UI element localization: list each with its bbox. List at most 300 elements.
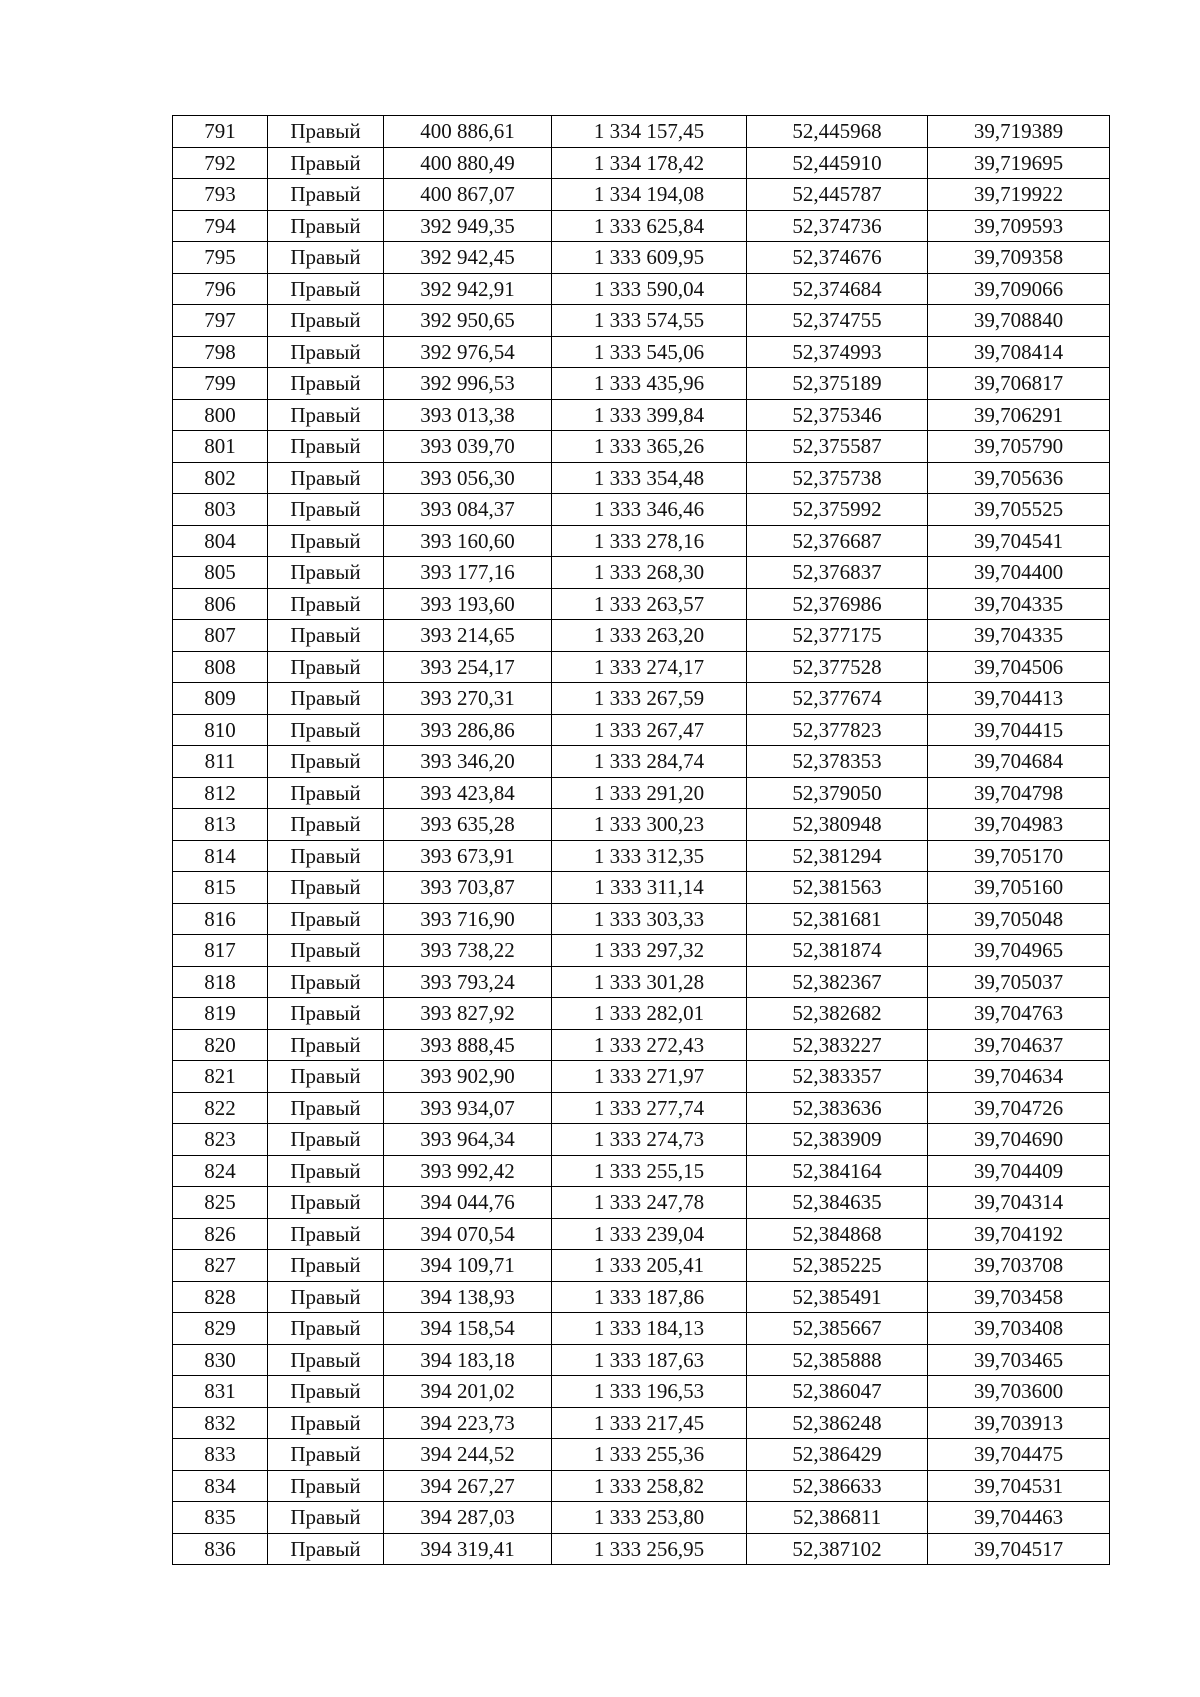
y-coordinate-cell: 1 333 303,33 xyxy=(552,903,747,935)
x-coordinate-cell: 394 267,27 xyxy=(384,1470,552,1502)
point-number-cell: 801 xyxy=(173,431,268,463)
table-row xyxy=(173,1124,1110,1156)
x-coordinate-cell: 394 183,18 xyxy=(384,1344,552,1376)
y-coordinate-cell: 1 333 435,96 xyxy=(552,368,747,400)
longitude-cell: 39,705048 xyxy=(928,903,1110,935)
point-number-cell: 794 xyxy=(173,210,268,242)
longitude-cell: 39,704541 xyxy=(928,525,1110,557)
y-coordinate-cell: 1 333 239,04 xyxy=(552,1218,747,1250)
x-coordinate-cell: 400 880,49 xyxy=(384,147,552,179)
x-coordinate-cell: 393 793,24 xyxy=(384,966,552,998)
table-row xyxy=(173,809,1110,841)
latitude-cell: 52,387102 xyxy=(747,1533,928,1565)
latitude-cell: 52,375738 xyxy=(747,462,928,494)
latitude-cell: 52,375189 xyxy=(747,368,928,400)
latitude-cell: 52,377674 xyxy=(747,683,928,715)
side-cell: Правый xyxy=(268,147,384,179)
side-cell: Правый xyxy=(268,431,384,463)
side-cell: Правый xyxy=(268,777,384,809)
table-row xyxy=(173,525,1110,557)
longitude-cell: 39,703708 xyxy=(928,1250,1110,1282)
latitude-cell: 52,374684 xyxy=(747,273,928,305)
table-row xyxy=(173,588,1110,620)
y-coordinate-cell: 1 333 399,84 xyxy=(552,399,747,431)
latitude-cell: 52,374736 xyxy=(747,210,928,242)
side-cell: Правый xyxy=(268,651,384,683)
side-cell: Правый xyxy=(268,588,384,620)
latitude-cell: 52,375992 xyxy=(747,494,928,526)
latitude-cell: 52,385225 xyxy=(747,1250,928,1282)
x-coordinate-cell: 393 193,60 xyxy=(384,588,552,620)
side-cell: Правый xyxy=(268,557,384,589)
side-cell: Правый xyxy=(268,305,384,337)
latitude-cell: 52,381563 xyxy=(747,872,928,904)
side-cell: Правый xyxy=(268,1470,384,1502)
x-coordinate-cell: 400 886,61 xyxy=(384,116,552,148)
latitude-cell: 52,375587 xyxy=(747,431,928,463)
table-row xyxy=(173,966,1110,998)
table-row xyxy=(173,399,1110,431)
point-number-cell: 812 xyxy=(173,777,268,809)
table-row xyxy=(173,462,1110,494)
y-coordinate-cell: 1 333 255,36 xyxy=(552,1439,747,1471)
y-coordinate-cell: 1 333 258,82 xyxy=(552,1470,747,1502)
point-number-cell: 821 xyxy=(173,1061,268,1093)
latitude-cell: 52,381681 xyxy=(747,903,928,935)
longitude-cell: 39,704192 xyxy=(928,1218,1110,1250)
point-number-cell: 809 xyxy=(173,683,268,715)
longitude-cell: 39,704965 xyxy=(928,935,1110,967)
y-coordinate-cell: 1 333 300,23 xyxy=(552,809,747,841)
x-coordinate-cell: 394 070,54 xyxy=(384,1218,552,1250)
longitude-cell: 39,704684 xyxy=(928,746,1110,778)
table-row xyxy=(173,431,1110,463)
longitude-cell: 39,704798 xyxy=(928,777,1110,809)
latitude-cell: 52,377175 xyxy=(747,620,928,652)
point-number-cell: 810 xyxy=(173,714,268,746)
point-number-cell: 816 xyxy=(173,903,268,935)
side-cell: Правый xyxy=(268,368,384,400)
point-number-cell: 823 xyxy=(173,1124,268,1156)
x-coordinate-cell: 393 039,70 xyxy=(384,431,552,463)
x-coordinate-cell: 393 346,20 xyxy=(384,746,552,778)
y-coordinate-cell: 1 333 272,43 xyxy=(552,1029,747,1061)
side-cell: Правый xyxy=(268,1124,384,1156)
longitude-cell: 39,705525 xyxy=(928,494,1110,526)
y-coordinate-cell: 1 333 187,86 xyxy=(552,1281,747,1313)
x-coordinate-cell: 393 992,42 xyxy=(384,1155,552,1187)
x-coordinate-cell: 393 635,28 xyxy=(384,809,552,841)
x-coordinate-cell: 393 423,84 xyxy=(384,777,552,809)
x-coordinate-cell: 393 177,16 xyxy=(384,557,552,589)
table-row xyxy=(173,147,1110,179)
table-row xyxy=(173,179,1110,211)
coordinates-table xyxy=(172,115,1110,1565)
y-coordinate-cell: 1 333 267,47 xyxy=(552,714,747,746)
latitude-cell: 52,445910 xyxy=(747,147,928,179)
point-number-cell: 805 xyxy=(173,557,268,589)
table-row xyxy=(173,336,1110,368)
point-number-cell: 833 xyxy=(173,1439,268,1471)
y-coordinate-cell: 1 333 205,41 xyxy=(552,1250,747,1282)
table-row xyxy=(173,1439,1110,1471)
longitude-cell: 39,704517 xyxy=(928,1533,1110,1565)
y-coordinate-cell: 1 333 271,97 xyxy=(552,1061,747,1093)
y-coordinate-cell: 1 333 354,48 xyxy=(552,462,747,494)
longitude-cell: 39,704335 xyxy=(928,588,1110,620)
y-coordinate-cell: 1 333 545,06 xyxy=(552,336,747,368)
side-cell: Правый xyxy=(268,525,384,557)
table-row xyxy=(173,651,1110,683)
side-cell: Правый xyxy=(268,903,384,935)
longitude-cell: 39,709066 xyxy=(928,273,1110,305)
point-number-cell: 795 xyxy=(173,242,268,274)
y-coordinate-cell: 1 334 194,08 xyxy=(552,179,747,211)
y-coordinate-cell: 1 333 625,84 xyxy=(552,210,747,242)
latitude-cell: 52,381874 xyxy=(747,935,928,967)
table-row xyxy=(173,903,1110,935)
side-cell: Правый xyxy=(268,935,384,967)
point-number-cell: 831 xyxy=(173,1376,268,1408)
table-row xyxy=(173,210,1110,242)
y-coordinate-cell: 1 334 157,45 xyxy=(552,116,747,148)
y-coordinate-cell: 1 333 255,15 xyxy=(552,1155,747,1187)
table-row xyxy=(173,1250,1110,1282)
latitude-cell: 52,445968 xyxy=(747,116,928,148)
table-row xyxy=(173,1218,1110,1250)
y-coordinate-cell: 1 333 253,80 xyxy=(552,1502,747,1534)
longitude-cell: 39,705037 xyxy=(928,966,1110,998)
longitude-cell: 39,704463 xyxy=(928,1502,1110,1534)
y-coordinate-cell: 1 333 291,20 xyxy=(552,777,747,809)
side-cell: Правый xyxy=(268,1533,384,1565)
x-coordinate-cell: 393 160,60 xyxy=(384,525,552,557)
longitude-cell: 39,704415 xyxy=(928,714,1110,746)
longitude-cell: 39,704634 xyxy=(928,1061,1110,1093)
point-number-cell: 827 xyxy=(173,1250,268,1282)
latitude-cell: 52,377528 xyxy=(747,651,928,683)
point-number-cell: 835 xyxy=(173,1502,268,1534)
table-body xyxy=(173,116,1110,1565)
side-cell: Правый xyxy=(268,1407,384,1439)
y-coordinate-cell: 1 333 574,55 xyxy=(552,305,747,337)
table-row xyxy=(173,840,1110,872)
point-number-cell: 828 xyxy=(173,1281,268,1313)
longitude-cell: 39,703408 xyxy=(928,1313,1110,1345)
point-number-cell: 814 xyxy=(173,840,268,872)
latitude-cell: 52,386811 xyxy=(747,1502,928,1534)
side-cell: Правый xyxy=(268,273,384,305)
side-cell: Правый xyxy=(268,1313,384,1345)
point-number-cell: 792 xyxy=(173,147,268,179)
side-cell: Правый xyxy=(268,620,384,652)
latitude-cell: 52,374993 xyxy=(747,336,928,368)
side-cell: Правый xyxy=(268,1250,384,1282)
side-cell: Правый xyxy=(268,998,384,1030)
latitude-cell: 52,384635 xyxy=(747,1187,928,1219)
x-coordinate-cell: 394 244,52 xyxy=(384,1439,552,1471)
side-cell: Правый xyxy=(268,210,384,242)
point-number-cell: 815 xyxy=(173,872,268,904)
x-coordinate-cell: 393 270,31 xyxy=(384,683,552,715)
table-row xyxy=(173,872,1110,904)
longitude-cell: 39,704400 xyxy=(928,557,1110,589)
latitude-cell: 52,386429 xyxy=(747,1439,928,1471)
table-row xyxy=(173,1313,1110,1345)
side-cell: Правый xyxy=(268,809,384,841)
table-row xyxy=(173,116,1110,148)
point-number-cell: 808 xyxy=(173,651,268,683)
longitude-cell: 39,704475 xyxy=(928,1439,1110,1471)
table-row xyxy=(173,1029,1110,1061)
longitude-cell: 39,704763 xyxy=(928,998,1110,1030)
latitude-cell: 52,383909 xyxy=(747,1124,928,1156)
latitude-cell: 52,380948 xyxy=(747,809,928,841)
longitude-cell: 39,704531 xyxy=(928,1470,1110,1502)
side-cell: Правый xyxy=(268,494,384,526)
x-coordinate-cell: 394 138,93 xyxy=(384,1281,552,1313)
side-cell: Правый xyxy=(268,1439,384,1471)
x-coordinate-cell: 394 109,71 xyxy=(384,1250,552,1282)
y-coordinate-cell: 1 333 274,73 xyxy=(552,1124,747,1156)
point-number-cell: 797 xyxy=(173,305,268,337)
side-cell: Правый xyxy=(268,1155,384,1187)
x-coordinate-cell: 392 942,91 xyxy=(384,273,552,305)
latitude-cell: 52,376687 xyxy=(747,525,928,557)
point-number-cell: 830 xyxy=(173,1344,268,1376)
latitude-cell: 52,386633 xyxy=(747,1470,928,1502)
y-coordinate-cell: 1 333 268,30 xyxy=(552,557,747,589)
y-coordinate-cell: 1 333 184,13 xyxy=(552,1313,747,1345)
y-coordinate-cell: 1 333 278,16 xyxy=(552,525,747,557)
side-cell: Правый xyxy=(268,1376,384,1408)
latitude-cell: 52,377823 xyxy=(747,714,928,746)
y-coordinate-cell: 1 334 178,42 xyxy=(552,147,747,179)
x-coordinate-cell: 393 964,34 xyxy=(384,1124,552,1156)
table-row xyxy=(173,746,1110,778)
point-number-cell: 807 xyxy=(173,620,268,652)
side-cell: Правый xyxy=(268,1344,384,1376)
side-cell: Правый xyxy=(268,1281,384,1313)
x-coordinate-cell: 394 287,03 xyxy=(384,1502,552,1534)
longitude-cell: 39,709593 xyxy=(928,210,1110,242)
table-row xyxy=(173,1281,1110,1313)
longitude-cell: 39,703600 xyxy=(928,1376,1110,1408)
y-coordinate-cell: 1 333 263,57 xyxy=(552,588,747,620)
point-number-cell: 798 xyxy=(173,336,268,368)
side-cell: Правый xyxy=(268,399,384,431)
table-row xyxy=(173,620,1110,652)
y-coordinate-cell: 1 333 267,59 xyxy=(552,683,747,715)
point-number-cell: 825 xyxy=(173,1187,268,1219)
x-coordinate-cell: 393 214,65 xyxy=(384,620,552,652)
y-coordinate-cell: 1 333 301,28 xyxy=(552,966,747,998)
point-number-cell: 817 xyxy=(173,935,268,967)
table-row xyxy=(173,777,1110,809)
side-cell: Правый xyxy=(268,336,384,368)
table-row xyxy=(173,935,1110,967)
latitude-cell: 52,374755 xyxy=(747,305,928,337)
x-coordinate-cell: 393 673,91 xyxy=(384,840,552,872)
longitude-cell: 39,705636 xyxy=(928,462,1110,494)
x-coordinate-cell: 393 716,90 xyxy=(384,903,552,935)
longitude-cell: 39,706291 xyxy=(928,399,1110,431)
longitude-cell: 39,704690 xyxy=(928,1124,1110,1156)
longitude-cell: 39,719389 xyxy=(928,116,1110,148)
longitude-cell: 39,703913 xyxy=(928,1407,1110,1439)
latitude-cell: 52,386047 xyxy=(747,1376,928,1408)
x-coordinate-cell: 393 703,87 xyxy=(384,872,552,904)
latitude-cell: 52,385667 xyxy=(747,1313,928,1345)
x-coordinate-cell: 400 867,07 xyxy=(384,179,552,211)
y-coordinate-cell: 1 333 346,46 xyxy=(552,494,747,526)
table-row xyxy=(173,714,1110,746)
latitude-cell: 52,376837 xyxy=(747,557,928,589)
latitude-cell: 52,375346 xyxy=(747,399,928,431)
side-cell: Правый xyxy=(268,872,384,904)
y-coordinate-cell: 1 333 196,53 xyxy=(552,1376,747,1408)
point-number-cell: 818 xyxy=(173,966,268,998)
x-coordinate-cell: 393 888,45 xyxy=(384,1029,552,1061)
point-number-cell: 800 xyxy=(173,399,268,431)
y-coordinate-cell: 1 333 282,01 xyxy=(552,998,747,1030)
point-number-cell: 832 xyxy=(173,1407,268,1439)
side-cell: Правый xyxy=(268,714,384,746)
table-row xyxy=(173,305,1110,337)
table-row xyxy=(173,557,1110,589)
y-coordinate-cell: 1 333 217,45 xyxy=(552,1407,747,1439)
point-number-cell: 834 xyxy=(173,1470,268,1502)
longitude-cell: 39,703465 xyxy=(928,1344,1110,1376)
x-coordinate-cell: 393 934,07 xyxy=(384,1092,552,1124)
latitude-cell: 52,384164 xyxy=(747,1155,928,1187)
latitude-cell: 52,384868 xyxy=(747,1218,928,1250)
y-coordinate-cell: 1 333 277,74 xyxy=(552,1092,747,1124)
side-cell: Правый xyxy=(268,1061,384,1093)
y-coordinate-cell: 1 333 590,04 xyxy=(552,273,747,305)
latitude-cell: 52,385888 xyxy=(747,1344,928,1376)
side-cell: Правый xyxy=(268,1218,384,1250)
table-row xyxy=(173,1092,1110,1124)
y-coordinate-cell: 1 333 312,35 xyxy=(552,840,747,872)
side-cell: Правый xyxy=(268,1029,384,1061)
point-number-cell: 819 xyxy=(173,998,268,1030)
table-row xyxy=(173,1502,1110,1534)
x-coordinate-cell: 394 201,02 xyxy=(384,1376,552,1408)
y-coordinate-cell: 1 333 311,14 xyxy=(552,872,747,904)
table-row xyxy=(173,998,1110,1030)
longitude-cell: 39,706817 xyxy=(928,368,1110,400)
y-coordinate-cell: 1 333 256,95 xyxy=(552,1533,747,1565)
y-coordinate-cell: 1 333 263,20 xyxy=(552,620,747,652)
longitude-cell: 39,704413 xyxy=(928,683,1110,715)
point-number-cell: 793 xyxy=(173,179,268,211)
x-coordinate-cell: 394 044,76 xyxy=(384,1187,552,1219)
side-cell: Правый xyxy=(268,683,384,715)
longitude-cell: 39,704983 xyxy=(928,809,1110,841)
y-coordinate-cell: 1 333 274,17 xyxy=(552,651,747,683)
longitude-cell: 39,708840 xyxy=(928,305,1110,337)
y-coordinate-cell: 1 333 365,26 xyxy=(552,431,747,463)
latitude-cell: 52,385491 xyxy=(747,1281,928,1313)
x-coordinate-cell: 394 223,73 xyxy=(384,1407,552,1439)
y-coordinate-cell: 1 333 609,95 xyxy=(552,242,747,274)
latitude-cell: 52,386248 xyxy=(747,1407,928,1439)
y-coordinate-cell: 1 333 284,74 xyxy=(552,746,747,778)
table-row xyxy=(173,242,1110,274)
x-coordinate-cell: 393 084,37 xyxy=(384,494,552,526)
side-cell: Правый xyxy=(268,840,384,872)
point-number-cell: 799 xyxy=(173,368,268,400)
point-number-cell: 820 xyxy=(173,1029,268,1061)
longitude-cell: 39,704726 xyxy=(928,1092,1110,1124)
longitude-cell: 39,703458 xyxy=(928,1281,1110,1313)
longitude-cell: 39,708414 xyxy=(928,336,1110,368)
point-number-cell: 824 xyxy=(173,1155,268,1187)
longitude-cell: 39,704314 xyxy=(928,1187,1110,1219)
table-row xyxy=(173,1533,1110,1565)
longitude-cell: 39,704409 xyxy=(928,1155,1110,1187)
point-number-cell: 796 xyxy=(173,273,268,305)
side-cell: Правый xyxy=(268,1502,384,1534)
table-row xyxy=(173,1155,1110,1187)
point-number-cell: 791 xyxy=(173,116,268,148)
longitude-cell: 39,719922 xyxy=(928,179,1110,211)
latitude-cell: 52,383636 xyxy=(747,1092,928,1124)
point-number-cell: 803 xyxy=(173,494,268,526)
x-coordinate-cell: 393 902,90 xyxy=(384,1061,552,1093)
side-cell: Правый xyxy=(268,1187,384,1219)
x-coordinate-cell: 393 738,22 xyxy=(384,935,552,967)
x-coordinate-cell: 394 158,54 xyxy=(384,1313,552,1345)
x-coordinate-cell: 393 827,92 xyxy=(384,998,552,1030)
x-coordinate-cell: 392 950,65 xyxy=(384,305,552,337)
x-coordinate-cell: 392 976,54 xyxy=(384,336,552,368)
latitude-cell: 52,445787 xyxy=(747,179,928,211)
longitude-cell: 39,704637 xyxy=(928,1029,1110,1061)
longitude-cell: 39,709358 xyxy=(928,242,1110,274)
latitude-cell: 52,378353 xyxy=(747,746,928,778)
x-coordinate-cell: 392 996,53 xyxy=(384,368,552,400)
x-coordinate-cell: 393 056,30 xyxy=(384,462,552,494)
x-coordinate-cell: 392 942,45 xyxy=(384,242,552,274)
point-number-cell: 826 xyxy=(173,1218,268,1250)
table-row xyxy=(173,1344,1110,1376)
point-number-cell: 829 xyxy=(173,1313,268,1345)
point-number-cell: 802 xyxy=(173,462,268,494)
latitude-cell: 52,382367 xyxy=(747,966,928,998)
y-coordinate-cell: 1 333 247,78 xyxy=(552,1187,747,1219)
x-coordinate-cell: 392 949,35 xyxy=(384,210,552,242)
table-row xyxy=(173,1470,1110,1502)
table-row xyxy=(173,1407,1110,1439)
longitude-cell: 39,705160 xyxy=(928,872,1110,904)
point-number-cell: 804 xyxy=(173,525,268,557)
table-row xyxy=(173,683,1110,715)
table-row xyxy=(173,1187,1110,1219)
point-number-cell: 811 xyxy=(173,746,268,778)
longitude-cell: 39,705790 xyxy=(928,431,1110,463)
latitude-cell: 52,383227 xyxy=(747,1029,928,1061)
x-coordinate-cell: 394 319,41 xyxy=(384,1533,552,1565)
point-number-cell: 822 xyxy=(173,1092,268,1124)
latitude-cell: 52,382682 xyxy=(747,998,928,1030)
table-row xyxy=(173,273,1110,305)
longitude-cell: 39,704335 xyxy=(928,620,1110,652)
longitude-cell: 39,704506 xyxy=(928,651,1110,683)
point-number-cell: 836 xyxy=(173,1533,268,1565)
x-coordinate-cell: 393 286,86 xyxy=(384,714,552,746)
